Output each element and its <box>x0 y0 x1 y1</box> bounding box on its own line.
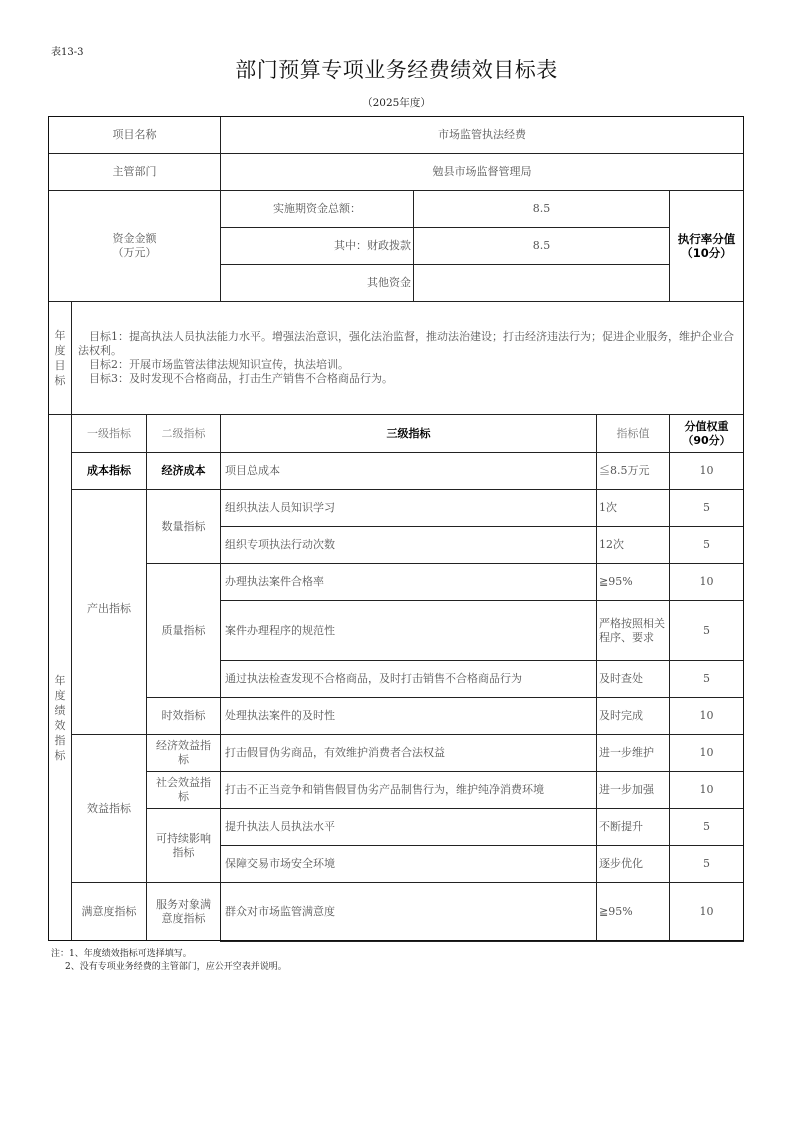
page-title: 部门预算专项业务经费绩效目标表 <box>235 58 558 82</box>
header-weight-line2: （90分） <box>682 433 731 447</box>
indicator-value: 及时完成 <box>596 697 670 735</box>
goals-side-label <box>48 301 72 415</box>
project-name-label: 项目名称 <box>48 116 221 154</box>
indicator-value: ≧95% <box>596 563 670 601</box>
level2-economic-cost: 经济成本 <box>146 452 221 490</box>
level3-indicator: 组织专项执法行动次数 <box>220 526 597 564</box>
indicators-side-label-text: 年度绩效指标 <box>54 673 66 762</box>
level1-cost: 成本指标 <box>71 452 147 490</box>
level2-quantity: 数量指标 <box>146 489 221 564</box>
level1-output: 产出指标 <box>71 489 147 735</box>
header-weight-line1: 分值权重 <box>684 419 729 433</box>
indicator-weight: 10 <box>669 882 744 942</box>
fiscal-funds-value: 8.5 <box>413 227 670 265</box>
indicator-weight: 5 <box>669 845 744 883</box>
level3-indicator: 项目总成本 <box>220 452 597 490</box>
total-funds-label: 实施期资金总额： <box>220 190 414 228</box>
indicator-weight: 10 <box>669 563 744 601</box>
year-subtitle: （2025年度） <box>362 97 431 109</box>
level2-sustainable: 可持续影响指标 <box>146 808 221 883</box>
indicator-value: 及时查处 <box>596 660 670 698</box>
level3-indicator: 保障交易市场安全环境 <box>220 845 597 883</box>
header-level1: 一级指标 <box>71 414 147 453</box>
indicator-weight: 10 <box>669 734 744 772</box>
level2-social-benefit: 社会效益指标 <box>146 771 221 809</box>
note-1: 注：1、年度绩效指标可选择填写。 <box>51 949 192 959</box>
level3-indicator: 办理执法案件合格率 <box>220 563 597 601</box>
indicator-value: 不断提升 <box>596 808 670 846</box>
indicator-value: 12次 <box>596 526 670 564</box>
other-funds-value <box>413 264 670 302</box>
indicator-value: ≦8.5万元 <box>596 452 670 490</box>
indicator-weight: 5 <box>669 489 744 527</box>
indicators-side-label <box>48 414 72 941</box>
indicator-value: 1次 <box>596 489 670 527</box>
header-level2: 二级指标 <box>146 414 221 453</box>
goal-1: 目标1：提高执法人员执法能力水平。增强法治意识，强化法治监督，推动法治建设；打击经济违法行为；促进企业服务，维护企业合法权利。 <box>78 330 734 357</box>
goals-content <box>71 301 744 415</box>
level3-indicator: 群众对市场监管满意度 <box>220 882 597 942</box>
level2-timeliness: 时效指标 <box>146 697 221 735</box>
level3-indicator: 通过执法检查发现不合格商品，及时打击销售不合格商品行为 <box>220 660 597 698</box>
indicator-weight: 5 <box>669 660 744 698</box>
level3-indicator: 提升执法人员执法水平 <box>220 808 597 846</box>
indicator-value: 逐步优化 <box>596 845 670 883</box>
level1-satisfaction: 满意度指标 <box>71 882 147 941</box>
goal-3: 目标3：及时发现不合格商品，打击生产销售不合格商品行为。 <box>89 372 393 385</box>
exec-rate-line2: （10分） <box>681 246 732 260</box>
indicator-weight: 5 <box>669 526 744 564</box>
other-funds-label: 其他资金 <box>220 264 414 302</box>
level1-benefit: 效益指标 <box>71 734 147 883</box>
total-funds-value: 8.5 <box>413 190 670 228</box>
notes <box>51 948 287 974</box>
funds-label <box>48 190 221 302</box>
note-2: 2、没有专项业务经费的主管部门，应公开空表并说明。 <box>65 962 287 972</box>
header-level3: 三级指标 <box>220 414 597 453</box>
fiscal-funds-label: 其中：财政拨款 <box>220 227 414 265</box>
goal-2: 目标2：开展市场监管法律法规知识宣传，执法培训。 <box>89 358 349 371</box>
dept-value: 勉县市场监督管理局 <box>220 153 744 191</box>
exec-rate-line1: 执行率分值 <box>677 232 736 246</box>
funds-label-line1: 资金金额 <box>112 232 157 245</box>
level3-indicator: 组织执法人员知识学习 <box>220 489 597 527</box>
header-weight <box>669 414 744 453</box>
dept-label: 主管部门 <box>48 153 221 191</box>
level3-indicator: 打击假冒伪劣商品，有效维护消费者合法权益 <box>220 734 597 772</box>
project-name-value: 市场监管执法经费 <box>220 116 744 154</box>
level2-economic-benefit: 经济效益指标 <box>146 734 221 772</box>
level3-indicator: 案件办理程序的规范性 <box>220 600 597 661</box>
table-code: 表13-3 <box>51 47 84 58</box>
level2-service-satisfaction: 服务对象满意度指标 <box>146 882 221 941</box>
level2-quality: 质量指标 <box>146 563 221 698</box>
header-value: 指标值 <box>596 414 670 453</box>
indicator-weight: 5 <box>669 600 744 661</box>
goals-side-label-text: 年度目标 <box>54 329 66 387</box>
level3-indicator: 处理执法案件的及时性 <box>220 697 597 735</box>
exec-rate-score <box>669 190 744 302</box>
indicator-weight: 10 <box>669 771 744 809</box>
indicator-weight: 5 <box>669 808 744 846</box>
indicator-value: 进一步维护 <box>596 734 670 772</box>
indicator-value: 进一步加强 <box>596 771 670 809</box>
indicator-value: ≧95% <box>596 882 670 942</box>
level3-indicator: 打击不正当竞争和销售假冒伪劣产品制售行为，维护纯净消费环境 <box>220 771 597 809</box>
indicator-weight: 10 <box>669 697 744 735</box>
funds-label-line2: （万元） <box>112 246 157 259</box>
indicator-value: 严格按照相关程序、要求 <box>596 600 670 661</box>
indicator-weight: 10 <box>669 452 744 490</box>
